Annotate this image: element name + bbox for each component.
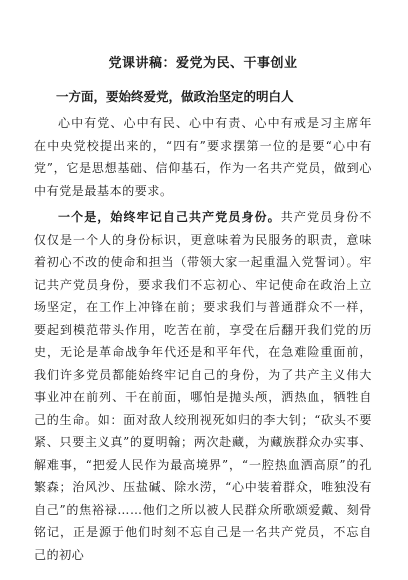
paragraph-1: 心中有党、心中有民、心中有责、心中有戒是习主席年在中央党校提出来的，“四有”要求摆第一位的是要“心中有党”，它是思想基础、信仰基石，作为一名共产党员，做到心中有党是最基本的要求。 xyxy=(34,116,372,198)
paragraph-2 xyxy=(34,206,372,566)
section-heading: 一方面，要始终爱党，做政治坚定的明白人 xyxy=(56,89,294,104)
document-title: 党课讲稿：爱党为民、干事创业 xyxy=(108,56,298,71)
paragraph-2-lead: 一个是，始终牢记自己共产党员身份。 xyxy=(58,210,281,224)
paragraph-2-body: 共产党员身份不仅仅是一个人的身份标识，更意味着为民服务的职责，意味着初心不改的使命和担当（带领大家一起重温入党誓词）。牢记共产党员身份，要求我们不忘初心、牢记使命在政治上立场坚定，在工作上冲锋在前；要求我们与普通群众不一样，要起到模范带头作用，吃苦在前，享受在后翻开我们党的历史，无论是革命战争年代还是和平年代，在急难险重面前，我们许多党员都能始终牢记自己的身份，为了共产主义伟大事业冲在前列、干在前面，哪怕是抛头颅，洒热血，牺牲自己的生命。如：面对敌人绞刑视死如归的李大钊；“砍头不要紧、只要主义真”的夏明翰；两次赴藏，为藏族群众办实事、解难事，“把爱人民作为最高境界”，“一腔热血洒高原”的孔繁森；治风沙、压盐碱、除水涝，“心中装着群众，唯独没有自己”的焦裕禄……他们之所以被人民群众所歌颂爱戴、刻骨铭记，正是源于他们时刻不忘自己是一名共产党员，不忘自己的初心 xyxy=(34,210,373,562)
